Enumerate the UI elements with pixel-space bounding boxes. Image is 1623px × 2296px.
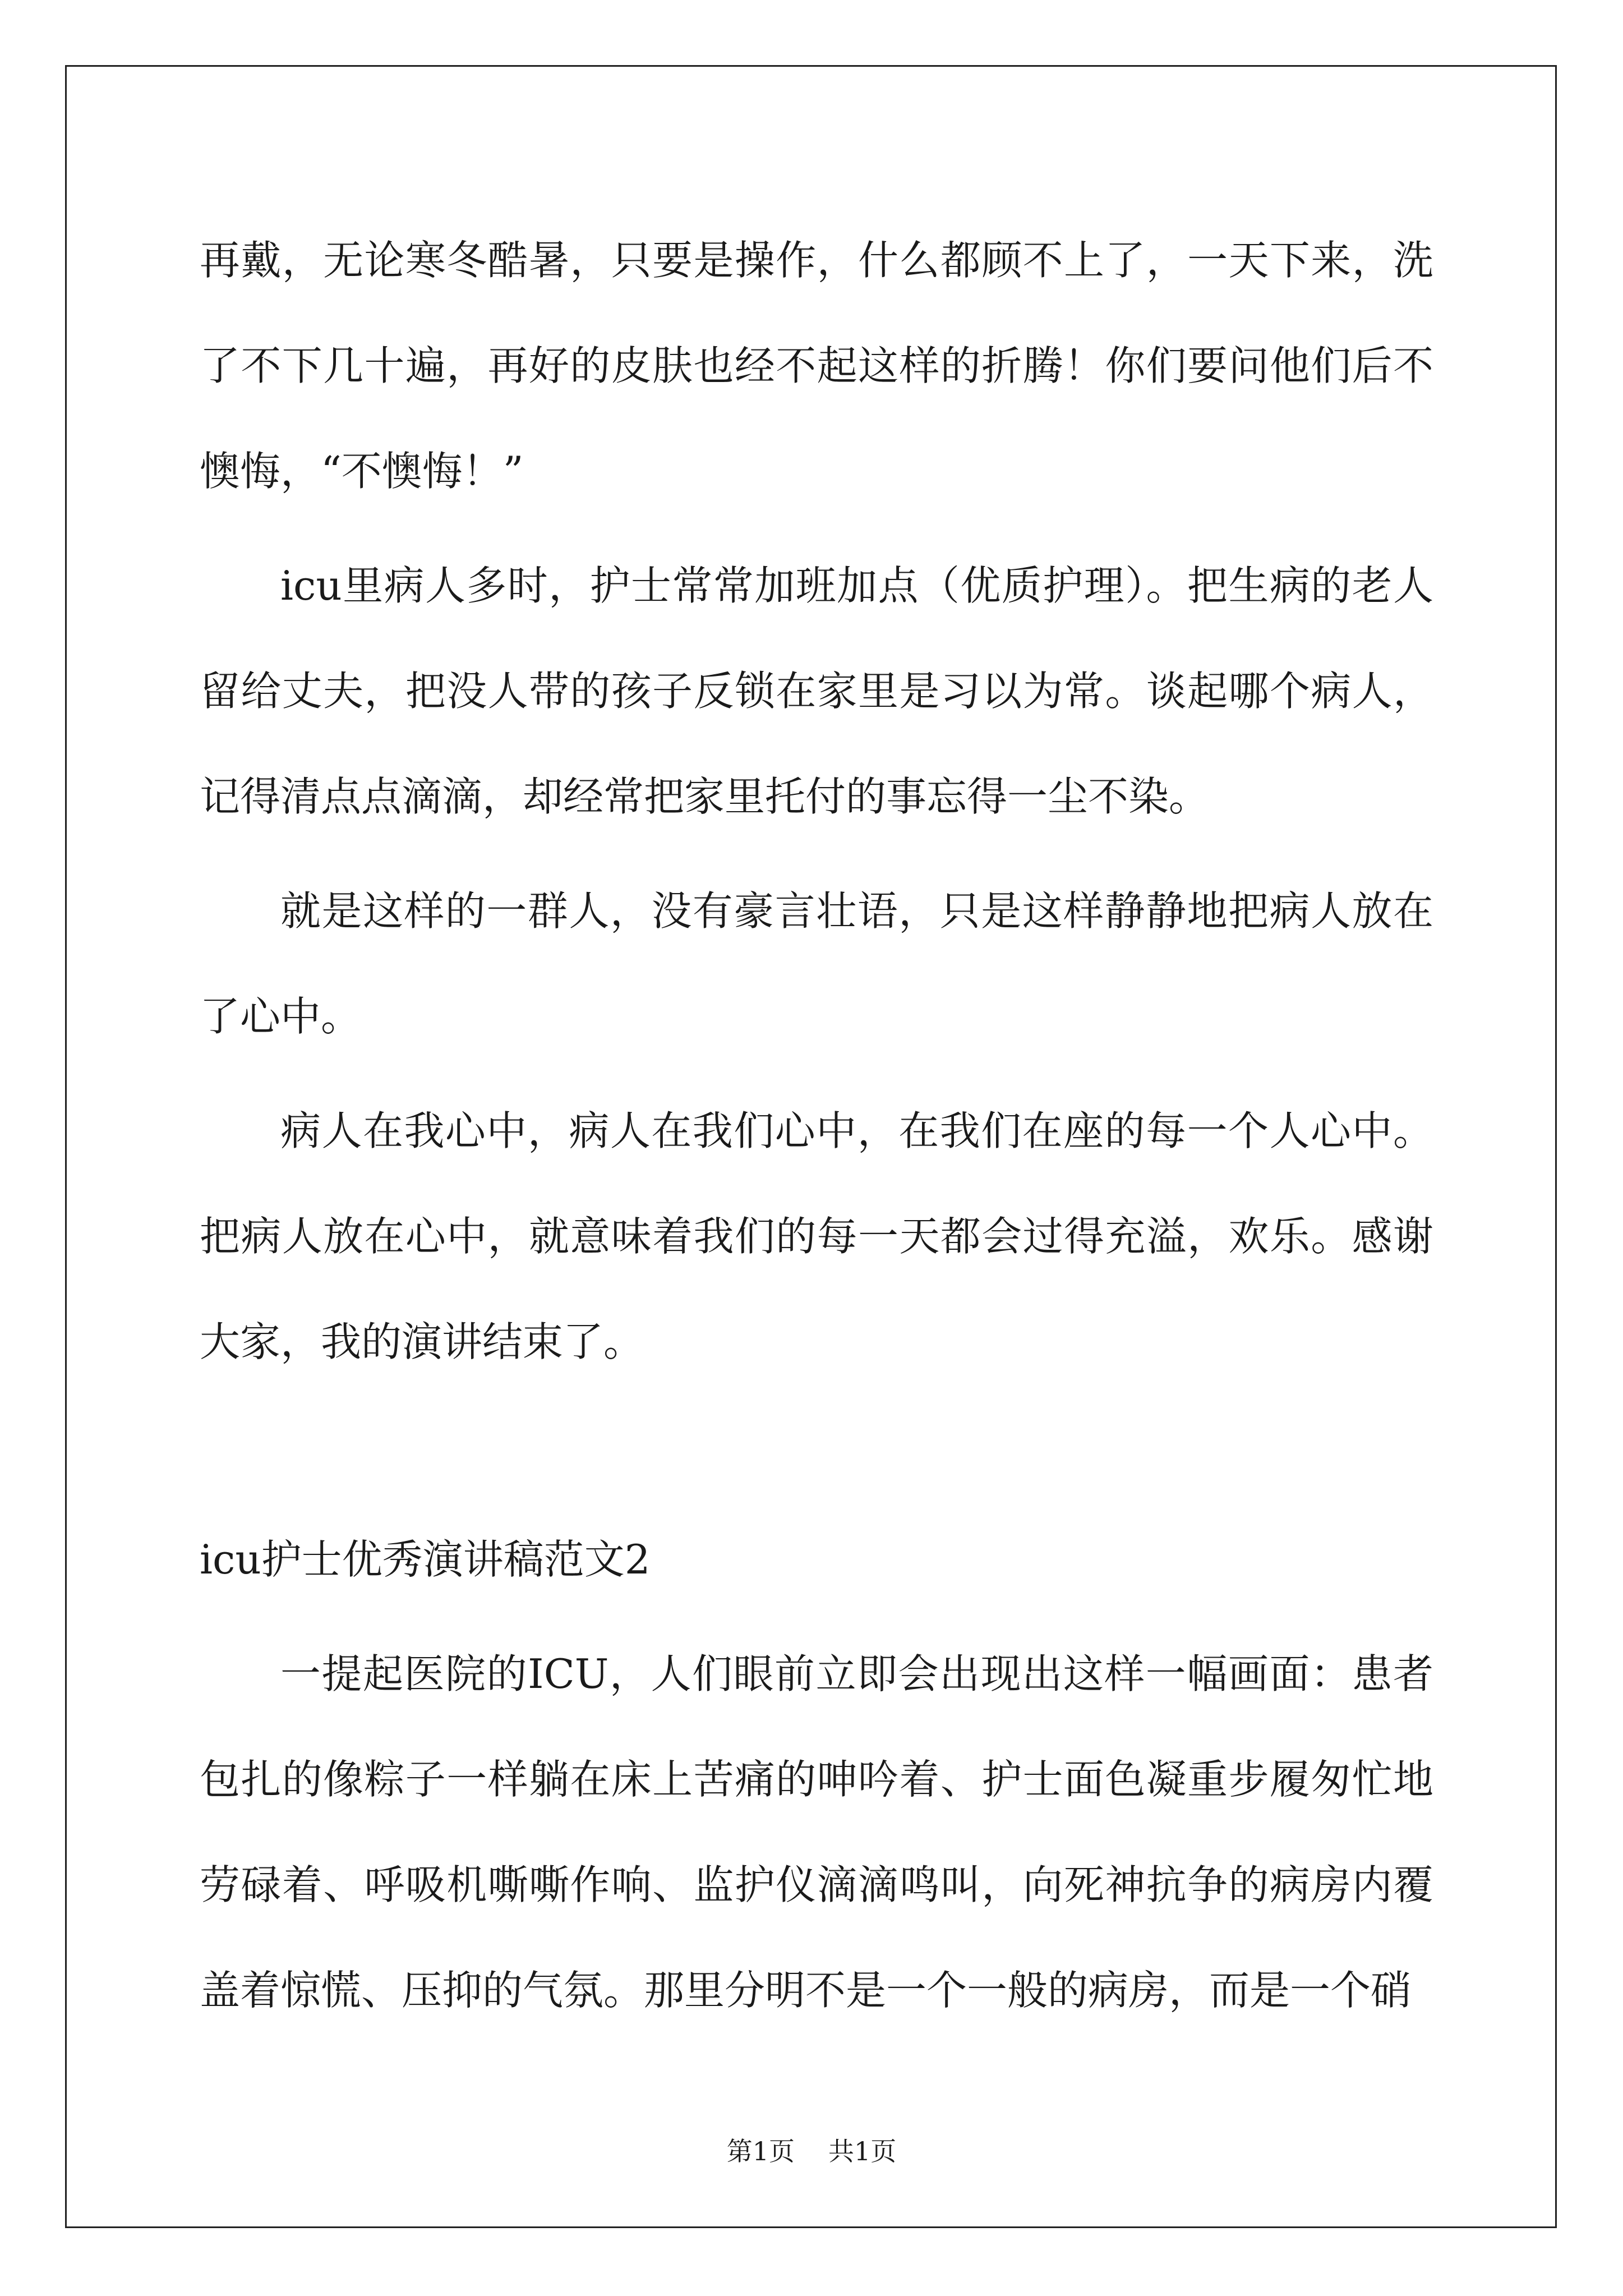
paragraph-4: 病人在我心中，病人在我们心中，在我们在座的每一个人心中。把病人放在心中，就意味着我们的每一天都会过得充溢，欢乐。感谢大家，我的演讲结束了。 <box>200 1107 1433 1365</box>
paragraph-1: 再戴，无论寒冬酷暑，只要是操作，什么都顾不上了，一天下来，洗了不下几十遍，再好的皮肤也经不起这样的折腾！你们要问他们后不懊悔，“不懊悔！” <box>200 237 1433 495</box>
section-heading: icu护士优秀演讲稿范文2 <box>200 1536 651 1583</box>
paragraph-gap <box>200 524 1433 533</box>
page-total: 共1页 <box>828 2136 897 2166</box>
paragraph-gap <box>200 849 1433 858</box>
paragraph-2: icu里病人多时，护士常常加班加点（优质护理）。把生病的老人留给丈夫，把没人带的孩子反锁在家里是习以为常。谈起哪个病人，记得清点点滴滴，却经常把家里托付的事忘得一尘不染。 <box>200 562 1433 820</box>
paragraph-gap <box>200 1612 1433 1621</box>
paragraph-3: 就是这样的一群人，没有豪言壮语，只是这样静静地把病人放在了心中。 <box>200 887 1433 1040</box>
paragraph-5: 一提起医院的ICU，人们眼前立即会出现出这样一幅画面：患者包扎的像粽子一样躺在床上苦痛的呻吟着、护士面色凝重步履匆忙地劳碌着、呼吸机嘶嘶作响、监护仪滴滴鸣叫，向死神抗争的病房内覆盖着惊慌、压抑的气氛。那里分明不是一个一般的病房，而是一个硝 <box>200 1650 1433 2014</box>
document-body <box>200 208 1433 2043</box>
page-footer <box>0 2134 1623 2168</box>
page-number: 第1页 <box>726 2136 795 2166</box>
paragraph-gap <box>200 1069 1433 1078</box>
section-gap <box>200 1395 1433 1507</box>
